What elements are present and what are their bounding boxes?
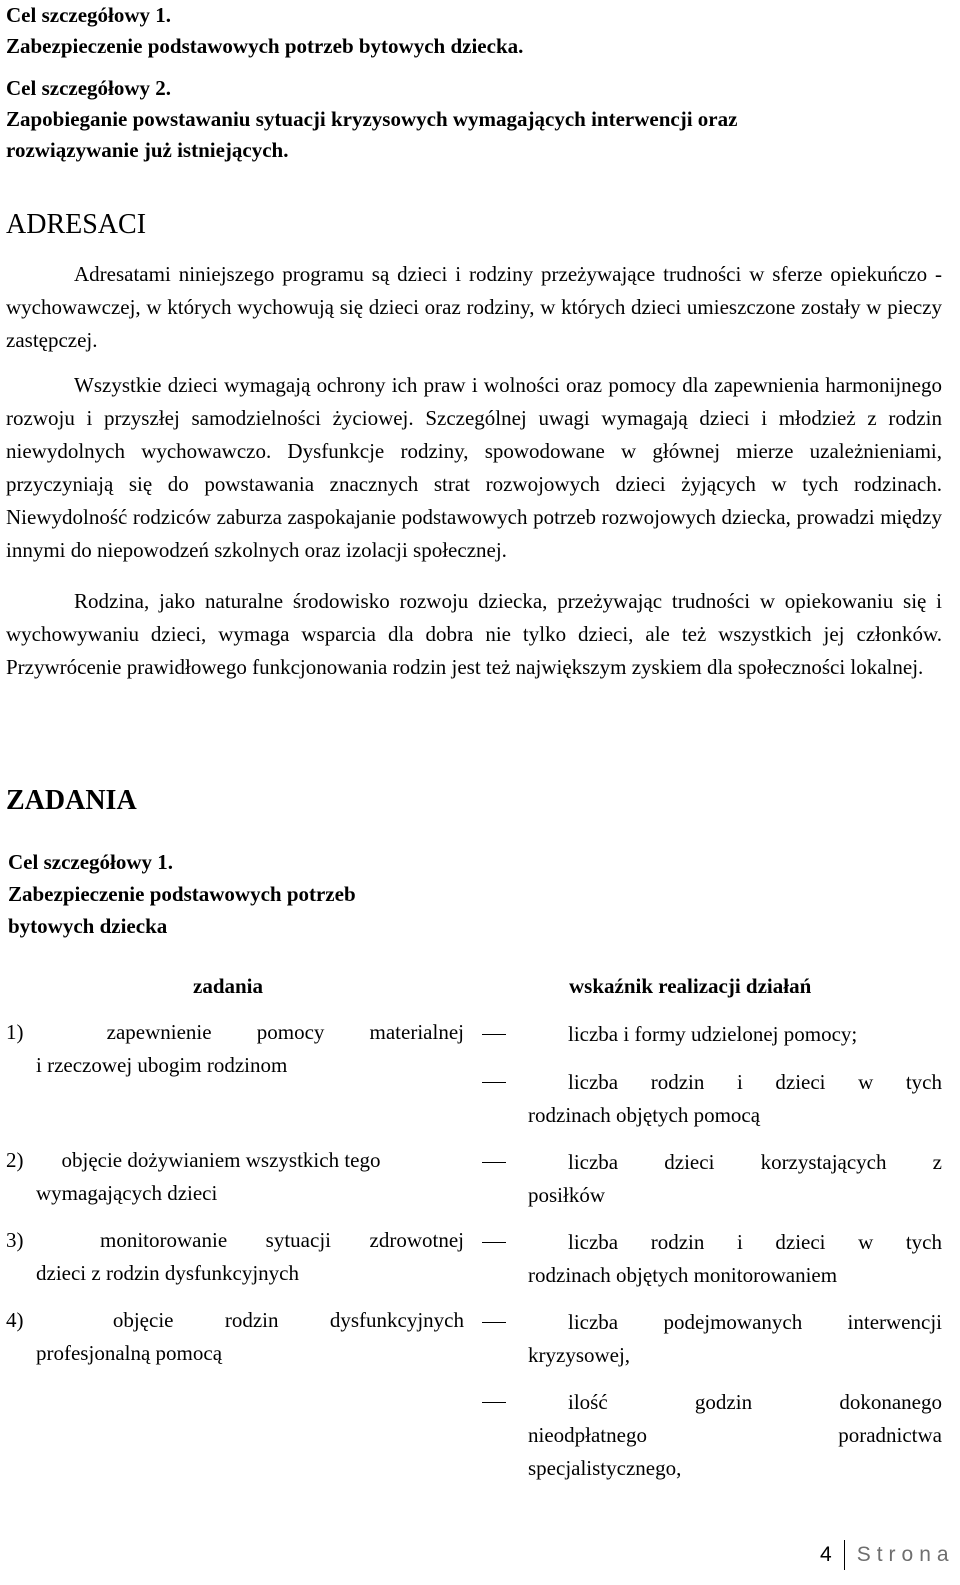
indicator-item: liczba rodzin i dzieci w tych rodzinach objętych monitorowaniem [482, 1226, 942, 1292]
task-number: 3) [6, 1228, 24, 1252]
indicator-item: liczba dzieci korzystających z posiłków [482, 1146, 942, 1212]
task-text-line2: i rzeczowej ubogim rodzinom [36, 1053, 288, 1077]
column-header-indicators: wskaźnik realizacji działań [569, 974, 812, 998]
indicator-item: liczba podejmowanych interwencji kryzysowej, [482, 1306, 942, 1372]
task-number: 1) [6, 1020, 24, 1044]
paragraph: Rodzina, jako naturalne środowisko rozwoju dziecka, przeżywając trudności w opiekowaniu się i wychowywaniu dzieci, wymaga wsparcia dla dobra nie tylko dzieci, ale też wszystkich jej członków. Przywrócenie prawidłowego funkcjonowania rodzin jest też największym zyskiem dla społeczności lokalnej. [6, 589, 942, 679]
task-text-line2: dzieci z rodzin dysfunkcyjnych [36, 1261, 299, 1285]
goal-label: Cel szczegółowy 1. [6, 3, 172, 27]
task-item: 1) zapewnienie pomocy materialnej i rzeczowej ubogim rodzinom [6, 1016, 464, 1082]
task-text-line2: profesjonalną pomocą [36, 1341, 223, 1365]
goal-title-line2: rozwiązywanie już istniejących. [6, 138, 289, 162]
goal-title-line1: Zapobieganie powstawaniu sytuacji kryzysowych wymagających interwencji oraz [6, 107, 738, 131]
goal-label: Cel szczegółowy 1. [8, 850, 174, 874]
section-heading-adresaci: ADRESACI [6, 209, 147, 240]
dash-bullet [482, 1322, 506, 1323]
dash-bullet [482, 1034, 506, 1035]
indicator-item: liczba i formy udzielonej pomocy; [482, 1018, 942, 1051]
task-item: 2) objęcie dożywianiem wszystkich tego wymagających dzieci [6, 1144, 464, 1210]
goal-title: Zabezpieczenie podstawowych potrzeb bytowych dziecka. [6, 34, 524, 58]
indicator-item: ilość godzin dokonanego nieodpłatnego poradnictwa specjalistycznego, [482, 1386, 942, 1485]
footer-separator [844, 1540, 845, 1570]
task-number: 2) [6, 1148, 24, 1172]
goal-title-line2: bytowych dziecka [8, 914, 168, 938]
top-goals [6, 0, 737, 166]
goal-block-2 [6, 73, 737, 166]
indicator-item: liczba rodzin i dzieci w tych rodzinach objętych pomocą [482, 1066, 942, 1132]
goal-label: Cel szczegółowy 2. [6, 76, 172, 100]
dash-bullet [482, 1402, 506, 1403]
dash-bullet [482, 1162, 506, 1163]
column-header-tasks: zadania [193, 974, 264, 998]
adresaci-body [6, 258, 942, 684]
dash-bullet [482, 1242, 506, 1243]
task-number: 4) [6, 1308, 24, 1332]
task-item: 3) monitorowanie sytuacji zdrowotnej dzieci z rodzin dysfunkcyjnych [6, 1224, 464, 1290]
goal-block-1 [6, 0, 737, 62]
page-footer [820, 1538, 955, 1572]
paragraph: Adresatami niniejszego programu są dzieci i rodziny przeżywające trudności w sferze opiekuńczo - wychowawczej, w których wychowują się dzieci oraz rodziny, w których dzieci umieszczone zostały w pieczy zastępczej. [6, 262, 942, 352]
task-item: 4) objęcie rodzin dysfunkcyjnych profesjonalną pomocą [6, 1304, 464, 1370]
dash-bullet [482, 1082, 506, 1083]
paragraph: Wszystkie dzieci wymagają ochrony ich praw i wolności oraz pomocy dla zapewnienia harmonijnego rozwoju i przyszłej samodzielności życiowej. Szczególnej uwagi wymagają dzieci i młodzież z rodzin niewydolnych wychowawczo. Dysfunkcje rodziny, spowodowane w głównej mierze uzależnieniami, przyczyniają się do powstawania znacznych strat rozwojowych dzieci żyjących w tych rodzinach. Niewydolność rodziców zaburza zaspokajanie podstawowych potrzeb rozwojowych dziecka, prowadzi między innymi do niepowodzeń szkolnych oraz izolacji społecznej. [6, 373, 942, 562]
task-text-line2: wymagających dzieci [36, 1181, 218, 1205]
page-number: 4 [820, 1543, 832, 1566]
section-heading-zadania: ZADANIA [6, 785, 137, 816]
goal-title-line1: Zabezpieczenie podstawowych potrzeb [8, 882, 356, 906]
zadania-goal [8, 846, 448, 942]
page-word: Strona [856, 1543, 955, 1566]
